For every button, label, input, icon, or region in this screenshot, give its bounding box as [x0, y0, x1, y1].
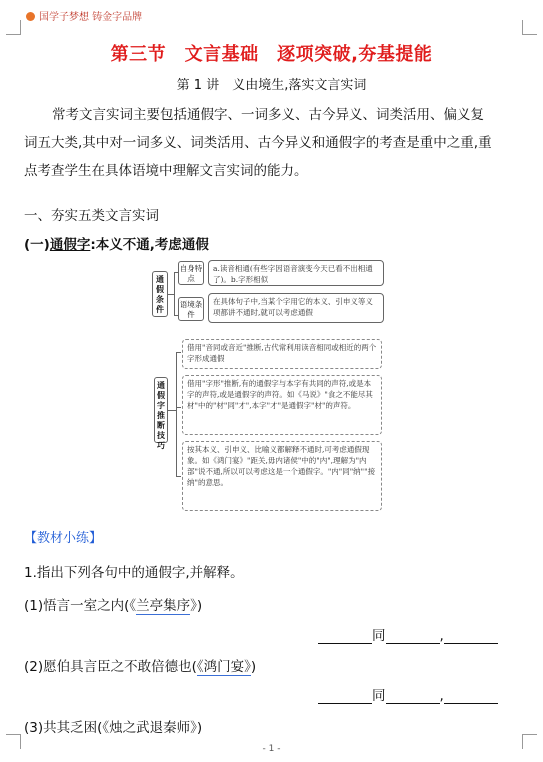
answer-blank-1a[interactable] — [318, 629, 372, 644]
brand-logo-icon — [26, 12, 35, 21]
item-1-source: 兰亭集序 — [136, 598, 191, 614]
diagram-tech-text-1: 借用"音同或音近"推断,古代常利用读音相同或相近的两个字形成通假 — [182, 339, 382, 369]
answer-blank-2a[interactable] — [318, 689, 372, 704]
crop-mark-top-left — [6, 20, 21, 35]
header-brand — [26, 8, 142, 23]
answer-blank-2c[interactable] — [444, 689, 498, 704]
crop-mark-top-right — [522, 20, 537, 35]
page-number: - 1 - — [262, 744, 281, 754]
section-subheading-tongjia: (一)通假字:本义不通,考虑通假 — [24, 237, 209, 253]
answer-row-1: 同 , — [318, 624, 498, 644]
lecture-subtitle: 第 1 讲 义由境生,落实文言实词 — [176, 78, 367, 93]
intro-line-1: 常考文言实词主要包括通假字、一词多义、古今异义、词类活用、偏义复 — [52, 107, 484, 123]
diagram-cond-label-1: 自身特点 — [178, 261, 204, 285]
answer-blank-1b[interactable] — [386, 629, 440, 644]
brand-text: 国学子梦想 铸金字品牌 — [39, 12, 143, 23]
item-1: (1)悟言一室之内(《兰亭集序》) — [24, 598, 203, 614]
item-2: (2)愿伯具言臣之不敢倍德也(《鸿门宴》) — [24, 659, 257, 675]
question-1: 1.指出下列各句中的通假字,并解释。 — [24, 565, 244, 581]
diagram-cond-text-1: a.读音相通(有些字因语音演变今天已看不出相通了)。b.字形相似 — [208, 260, 384, 286]
item-2-source: 《鸿门宴》 — [196, 659, 251, 675]
tongjia-diagram — [152, 257, 388, 512]
item-3-source: 《烛之武退秦师》 — [102, 720, 197, 736]
diagram-tech-text-3: 按其本义、引申义、比喻义都解释不通时,可考虑通假现象。如《鸿门宴》"距关,毋内诸侯"中的"内",理解为"内部"说不通,所以可以考虑这是一个通假字。"内"同"纳""接纳"的意思。 — [182, 441, 382, 511]
section-heading-1: 一、夯实五类文言实词 — [24, 208, 159, 224]
answer-blank-1c[interactable] — [444, 629, 498, 644]
answer-blank-2b[interactable] — [386, 689, 440, 704]
answer-row-2: 同 , — [318, 684, 498, 704]
item-3: (3)共其乏困(《烛之武退秦师》) — [24, 720, 203, 736]
exercise-heading: 【教材小练】 — [24, 531, 103, 546]
diagram-tech-label: 通假字推断技巧 — [154, 377, 168, 443]
intro-line-3: 点考查学生在具体语境中理解文言实词的能力。 — [24, 163, 308, 179]
diagram-cond-text-2: 在具体句子中,当某个字用它的本义、引申义等义项都讲不通时,就可以考虑通假 — [208, 293, 384, 323]
diagram-tech-text-2: 借用"字形"推断,有的通假字与本字有共同的声符,或是本字的声符,或是通假字的声符。如《马说》"食之不能尽其材"中的"材"同"才",本字"才"是通假字"材"的声符。 — [182, 375, 382, 435]
intro-paragraph — [24, 101, 518, 185]
page-title: 第三节 文言基础 逐项突破,夯基提能 — [110, 44, 433, 65]
diagram-cond-label-2: 语境条件 — [178, 297, 204, 321]
diagram-cond-label: 通假条件 — [152, 271, 168, 317]
intro-line-2: 词五大类,其中对一词多义、词类活用、古今异义和通假字的考查是重中之重,重 — [24, 135, 492, 151]
